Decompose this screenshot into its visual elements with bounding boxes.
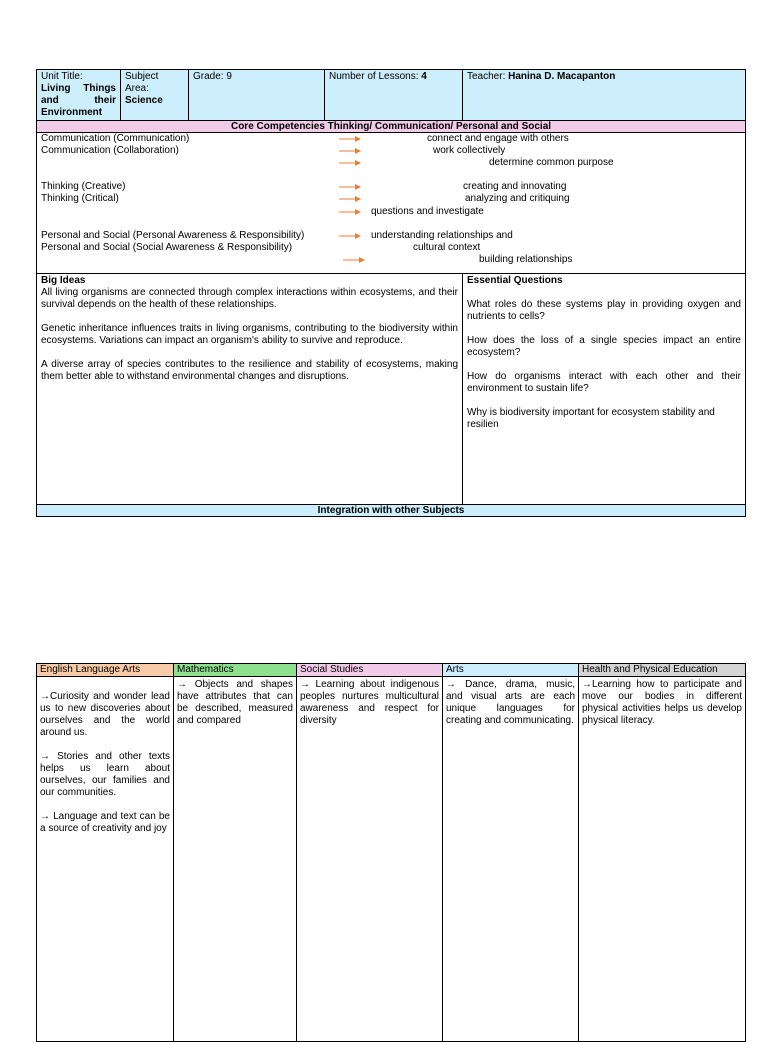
unit-title-label: Unit Title:: [41, 71, 83, 82]
math-item: → Objects and shapes have attributes that can be described, measured and compared: [177, 679, 293, 726]
ela-item: → Stories and other texts helps us learn about ourselves, our families and our communities.: [40, 751, 170, 798]
descriptor-analyzing: analyzing and critiquing: [465, 193, 570, 204]
math-cell: [174, 677, 297, 1042]
ideas-questions-row: [37, 274, 746, 505]
arrow-icon: [339, 206, 361, 218]
arts-cell: [443, 677, 579, 1042]
competency-personal-awareness: Personal and Social (Personal Awareness & Responsibility): [41, 230, 305, 241]
core-competencies-row: [37, 133, 746, 274]
descriptor-building: building relationships: [479, 254, 573, 265]
descriptor-work-collectively: work collectively: [433, 145, 506, 156]
arts-item: → Dance, drama, music, and visual arts are each unique languages for creating and communicating.: [446, 679, 575, 726]
descriptor-relationships: understanding relationships and: [371, 230, 513, 241]
integration-heading-row: [37, 505, 746, 517]
arrow-icon: [343, 254, 365, 266]
ela-cell: [37, 677, 174, 1042]
teacher-value: Hanina D. Macapanton: [508, 71, 616, 82]
big-idea-item: A diverse array of species contributes to the resilience and stability of ecosystems, making them better able to withstand environmental changes and disruptions.: [41, 359, 458, 382]
subject-header-social-studies: Social Studies: [297, 664, 443, 677]
arrow-icon: [339, 181, 361, 193]
arrow-icon: [339, 133, 361, 145]
big-idea-item: All living organisms are connected through complex interactions within ecosystems, and their survival depends on the health of these relationships.: [41, 287, 458, 310]
competency-communication: Communication (Communication): [41, 133, 190, 144]
competency-creative: Thinking (Creative): [41, 181, 126, 192]
hpe-cell: [579, 677, 746, 1042]
lessons-label: Number of Lessons:: [329, 71, 419, 82]
arrow-icon: [339, 157, 361, 169]
teacher-cell: [463, 70, 746, 121]
descriptor-questions: questions and investigate: [371, 206, 484, 217]
ela-item: → Language and text can be a source of creativity and joy: [40, 811, 170, 834]
competency-collaboration: Communication (Collaboration): [41, 145, 179, 156]
arrow-icon: [339, 193, 361, 205]
descriptor-creating: creating and innovating: [463, 181, 567, 192]
subject-header-math: Mathematics: [174, 664, 297, 677]
subject-area-value: Science: [125, 95, 163, 106]
essential-questions-heading: Essential Questions: [467, 275, 563, 286]
competency-critical: Thinking (Critical): [41, 193, 119, 204]
essential-question-item: Why is biodiversity important for ecosystem stability and resilien: [467, 407, 715, 430]
unit-plan-table: [36, 69, 746, 517]
core-competencies-heading-row: [37, 121, 746, 133]
grade-label: Grade: 9: [193, 71, 232, 82]
lessons-cell: [325, 70, 463, 121]
subject-area-cell: [121, 70, 189, 121]
big-idea-item: Genetic inheritance influences traits in living organisms, contributing to the biodiversity within ecosystems. Variations can impact an organism's ability to survive and reproduce.: [41, 323, 458, 346]
social-studies-item: → Learning about indigenous peoples nurtures multicultural awareness and respect for diversity: [300, 679, 439, 726]
unit-header-row: [37, 70, 746, 121]
lessons-value: 4: [421, 71, 427, 82]
grade-cell: [189, 70, 325, 121]
subject-header-arts: Arts: [443, 664, 579, 677]
integration-heading: Integration with other Subjects: [37, 505, 746, 517]
descriptor-cultural-context: cultural context: [413, 242, 481, 253]
ela-item: →Curiosity and wonder lead us to new discoveries about ourselves and the world around us.: [40, 691, 170, 738]
unit-title-cell: [37, 70, 121, 121]
competency-social-awareness: Personal and Social (Social Awareness & Responsibility): [41, 242, 293, 253]
subject-body-row: [37, 677, 746, 1042]
essential-question-item: How do organisms interact with each other and their environment to sustain life?: [467, 371, 741, 394]
subject-header-ela: English Language Arts: [37, 664, 174, 677]
arrow-icon: [339, 145, 361, 157]
big-ideas-cell: [37, 274, 463, 505]
teacher-label: Teacher:: [467, 71, 506, 82]
big-ideas-heading: Big Ideas: [41, 275, 86, 286]
unit-title-value: Living Things and their Environment: [41, 83, 116, 118]
essential-question-item: What roles do these systems play in providing oxygen and nutrients to cells?: [467, 299, 741, 322]
descriptor-connect: connect and engage with others: [427, 133, 569, 144]
subject-area-label: Subject Area:: [125, 71, 159, 94]
subject-integration-table: [36, 663, 746, 1042]
subject-header-hpe: Health and Physical Education: [579, 664, 746, 677]
arrow-icon: [339, 230, 361, 242]
essential-question-item: How does the loss of a single species impact an entire ecosystem?: [467, 335, 741, 358]
descriptor-common-purpose: determine common purpose: [489, 157, 614, 168]
essential-questions-cell: [463, 274, 746, 505]
hpe-item: →Learning how to participate and move our bodies in different physical activities helps us develop physical literacy.: [582, 679, 742, 726]
subject-header-row: [37, 664, 746, 677]
social-studies-cell: [297, 677, 443, 1042]
core-competencies-cell: [37, 133, 746, 274]
core-competencies-heading: Core Competencies Thinking/ Communication/ Personal and Social: [37, 121, 746, 133]
